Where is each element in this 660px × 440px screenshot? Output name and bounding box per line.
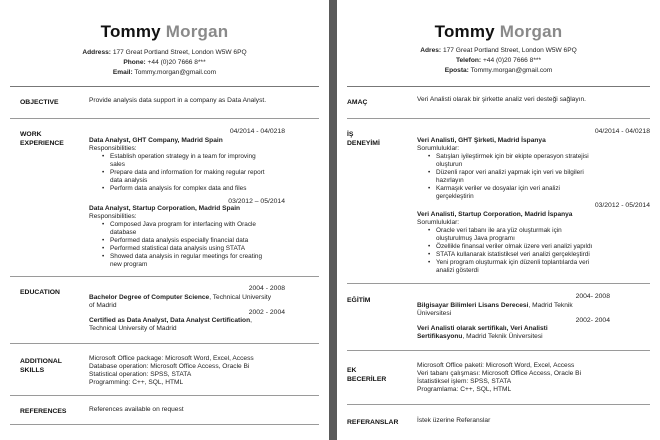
job-responsibilities-label: Sorumluluklar: bbox=[417, 219, 460, 226]
address-line bbox=[337, 46, 660, 56]
job-bullet: • Prepare data and information for making regular report bbox=[110, 169, 265, 177]
email-line bbox=[337, 66, 660, 76]
resume-page-english bbox=[0, 0, 329, 440]
education-school bbox=[417, 333, 543, 342]
address-value: 177 Great Portland Street, London W5W 6PQ bbox=[112, 49, 247, 56]
job-date: 04/2014 - 04/0218 bbox=[229, 128, 285, 135]
job-bullet: • Düzenli rapor veri analizi yapmak için veri ve bilgileri bbox=[436, 169, 584, 177]
objective-text: Veri Analisti olarak bir şirkette analiz veri desteği sağlayın. bbox=[417, 96, 586, 103]
job-bullet-continued: analizi gösterdi bbox=[436, 267, 479, 274]
degree-text: Veri Analisti olarak sertifikalı, Veri Analisti bbox=[417, 325, 548, 332]
job-title-text: Veri Analisti, GHT Şirketi, Madrid İspanya bbox=[417, 137, 546, 144]
job-bullet-continued: hazırlayın bbox=[436, 177, 464, 184]
objective-label: AMAÇ bbox=[347, 99, 368, 106]
school-text: , Madrid Teknik bbox=[528, 302, 573, 309]
section-divider bbox=[10, 395, 319, 396]
first-name: Tommy bbox=[434, 22, 495, 41]
degree-text: Bachelor Degree of Computer Science bbox=[89, 294, 210, 301]
header-divider bbox=[10, 86, 319, 87]
section-divider bbox=[10, 276, 319, 277]
job-responsibilities-label: Responsibilities: bbox=[89, 145, 137, 152]
education-label: EĞİTİM bbox=[347, 297, 371, 304]
job-responsibilities-label: Sorumluluklar: bbox=[417, 145, 460, 152]
job-date: 03/2012 – 05/2014 bbox=[228, 198, 285, 205]
job-bullet-continued: gerçekleştirin bbox=[436, 193, 474, 200]
skills-label-line2: BECERİLER bbox=[347, 376, 387, 383]
work-label-line1: İŞ bbox=[347, 131, 354, 138]
education-label: EDUCATION bbox=[20, 289, 60, 296]
education-date: 2002- 2004 bbox=[575, 317, 610, 324]
section-divider bbox=[347, 350, 650, 351]
section-divider bbox=[347, 283, 650, 284]
phone-value: +44 (0)20 7666 8*** bbox=[482, 57, 542, 64]
job-bullet-continued: oluşturulmuş Java programı bbox=[436, 235, 515, 242]
first-name: Tommy bbox=[100, 22, 161, 41]
email-label: Eposta: bbox=[444, 67, 469, 74]
email-value: Tommy.morgan@gmail.com bbox=[134, 69, 217, 76]
phone-label: Telefon: bbox=[455, 57, 482, 64]
job-title-text: Veri Analisti, Startup Corporation, Madrid İspanya bbox=[417, 211, 573, 218]
job-bullet: • STATA kullanarak istatistiksel veri analizi gerçekleştirdi bbox=[436, 251, 590, 259]
school-text: , Technical University bbox=[209, 294, 272, 301]
section-divider bbox=[10, 343, 319, 344]
skill-line: Microsoft Office paketi: Microsoft Word, Excel, Access bbox=[417, 362, 575, 369]
degree-text: Certified as Data Analyst, Data Analyst Certification bbox=[89, 317, 251, 324]
job-title-text: Data Analyst, Startup Corporation, Madrid Spain bbox=[89, 205, 241, 212]
phone-label: Phone: bbox=[123, 59, 146, 66]
degree-text: Bilgisayar Bilimleri Lisans Derecesi bbox=[417, 302, 529, 309]
objective-label: OBJECTIVE bbox=[20, 99, 59, 106]
education-school: Üniversitesi bbox=[417, 310, 452, 317]
skills-label-line1: EK bbox=[347, 367, 357, 374]
education-date: 2004 - 2008 bbox=[248, 285, 285, 292]
job-bullet-continued: sales bbox=[110, 161, 125, 168]
section-divider bbox=[10, 118, 319, 119]
job-bullet-continued: database bbox=[110, 229, 137, 236]
references-text: References available on request bbox=[89, 406, 184, 413]
education-date: 2004- 2008 bbox=[575, 293, 610, 300]
skill-line: Statistical operation: SPSS, STATA bbox=[89, 371, 192, 378]
job-bullet: • Satışları iyileştirmek için bir ekipte operasyon stratejisi bbox=[436, 153, 589, 161]
job-bullet-continued: oluşturun bbox=[436, 161, 463, 168]
skill-line: Veri tabanı çalışması: Microsoft Office Access, Oracle Bi bbox=[417, 370, 582, 377]
address-value: 177 Great Portland Street, London W5W 6PQ bbox=[442, 47, 577, 54]
skill-line: Database operation: Microsoft Office Access, Oracle Bi bbox=[89, 363, 250, 370]
last-name: Morgan bbox=[499, 22, 563, 41]
school-text: , Madrid Teknik Üniversitesi bbox=[462, 333, 543, 340]
header-divider bbox=[347, 86, 650, 87]
skills-label-line2: SKILLS bbox=[20, 367, 45, 374]
school-text: , bbox=[250, 317, 252, 324]
skills-label-line1: ADDITIONAL bbox=[20, 358, 62, 365]
job-bullet: • Performed statistical data analysis using STATA bbox=[110, 245, 245, 253]
objective-text: Provide analysis data support in a company as Data Analyst. bbox=[89, 97, 267, 104]
job-bullet-continued: data analysis bbox=[110, 177, 148, 184]
skill-line: Microsoft Office package: Microsoft Word, Excel, Access bbox=[89, 355, 254, 362]
job-bullet: • Özellikle finansal veriler olmak üzere veri analizi yapıldı bbox=[436, 243, 592, 251]
section-divider bbox=[347, 118, 650, 119]
education-school: Technical University of Madrid bbox=[89, 325, 177, 332]
work-label-line2: DENEYİMİ bbox=[347, 140, 380, 147]
job-bullet: • Showed data analysis in regular meetings for creating bbox=[110, 253, 262, 261]
candidate-name bbox=[337, 22, 660, 42]
degree-text: Sertifikasyonu bbox=[417, 333, 463, 340]
last-name: Morgan bbox=[165, 22, 229, 41]
job-bullet: • Establish operation strategy in a team for improving bbox=[110, 153, 256, 161]
job-date: 04/2014 - 04/0218 bbox=[594, 128, 650, 135]
skill-line: Programlama: C++, SQL, HTML bbox=[417, 386, 512, 393]
resume-page-turkish bbox=[337, 0, 660, 440]
skill-line: Programming: C++, SQL, HTML bbox=[89, 379, 184, 386]
job-responsibilities-label: Responsibilities: bbox=[89, 213, 137, 220]
job-bullet: • Yeni program oluşturmak için düzenli toplantılarda veri bbox=[436, 259, 589, 267]
section-divider bbox=[10, 424, 319, 425]
email-line bbox=[0, 68, 329, 78]
education-school: of Madrid bbox=[89, 302, 117, 309]
job-bullet: • Karmaşık veriler ve dosyalar için veri analizi bbox=[436, 185, 560, 193]
education-date: 2002 - 2004 bbox=[248, 309, 285, 316]
section-divider bbox=[347, 404, 650, 405]
address-label: Adres: bbox=[420, 47, 442, 54]
job-title-text: Data Analyst, GHT Company, Madrid Spain bbox=[89, 137, 223, 144]
references-label: REFERANSLAR bbox=[347, 419, 399, 426]
email-value: Tommy.morgan@gmail.com bbox=[470, 67, 553, 74]
job-bullet: • Performed data analysis especially financial data bbox=[110, 237, 248, 245]
address-line bbox=[0, 48, 329, 58]
job-date: 03/2012 - 05/2014 bbox=[594, 202, 650, 209]
phone-line bbox=[0, 58, 329, 68]
job-bullet: • Composed Java program for interfacing with Oracle bbox=[110, 221, 256, 229]
references-text: İstek üzerine Referanslar bbox=[417, 417, 491, 424]
skill-line: İstatistiksel işlem: SPSS, STATA bbox=[417, 378, 512, 385]
job-bullet: • Oracle veri tabanı ile ara yüz oluşturmak için bbox=[436, 227, 562, 235]
address-label: Address: bbox=[82, 49, 111, 56]
candidate-name bbox=[0, 22, 329, 42]
work-label-line2: EXPERIENCE bbox=[20, 140, 64, 147]
phone-line bbox=[337, 56, 660, 66]
references-label: REFERENCES bbox=[20, 408, 67, 415]
phone-value: +44 (0)20 7666 8*** bbox=[147, 59, 206, 66]
job-bullet: • Perform data analysis for complex data and files bbox=[110, 185, 246, 193]
email-label: Email: bbox=[112, 69, 133, 76]
job-bullet-continued: new program bbox=[110, 261, 148, 268]
work-label-line1: WORK bbox=[20, 131, 42, 138]
